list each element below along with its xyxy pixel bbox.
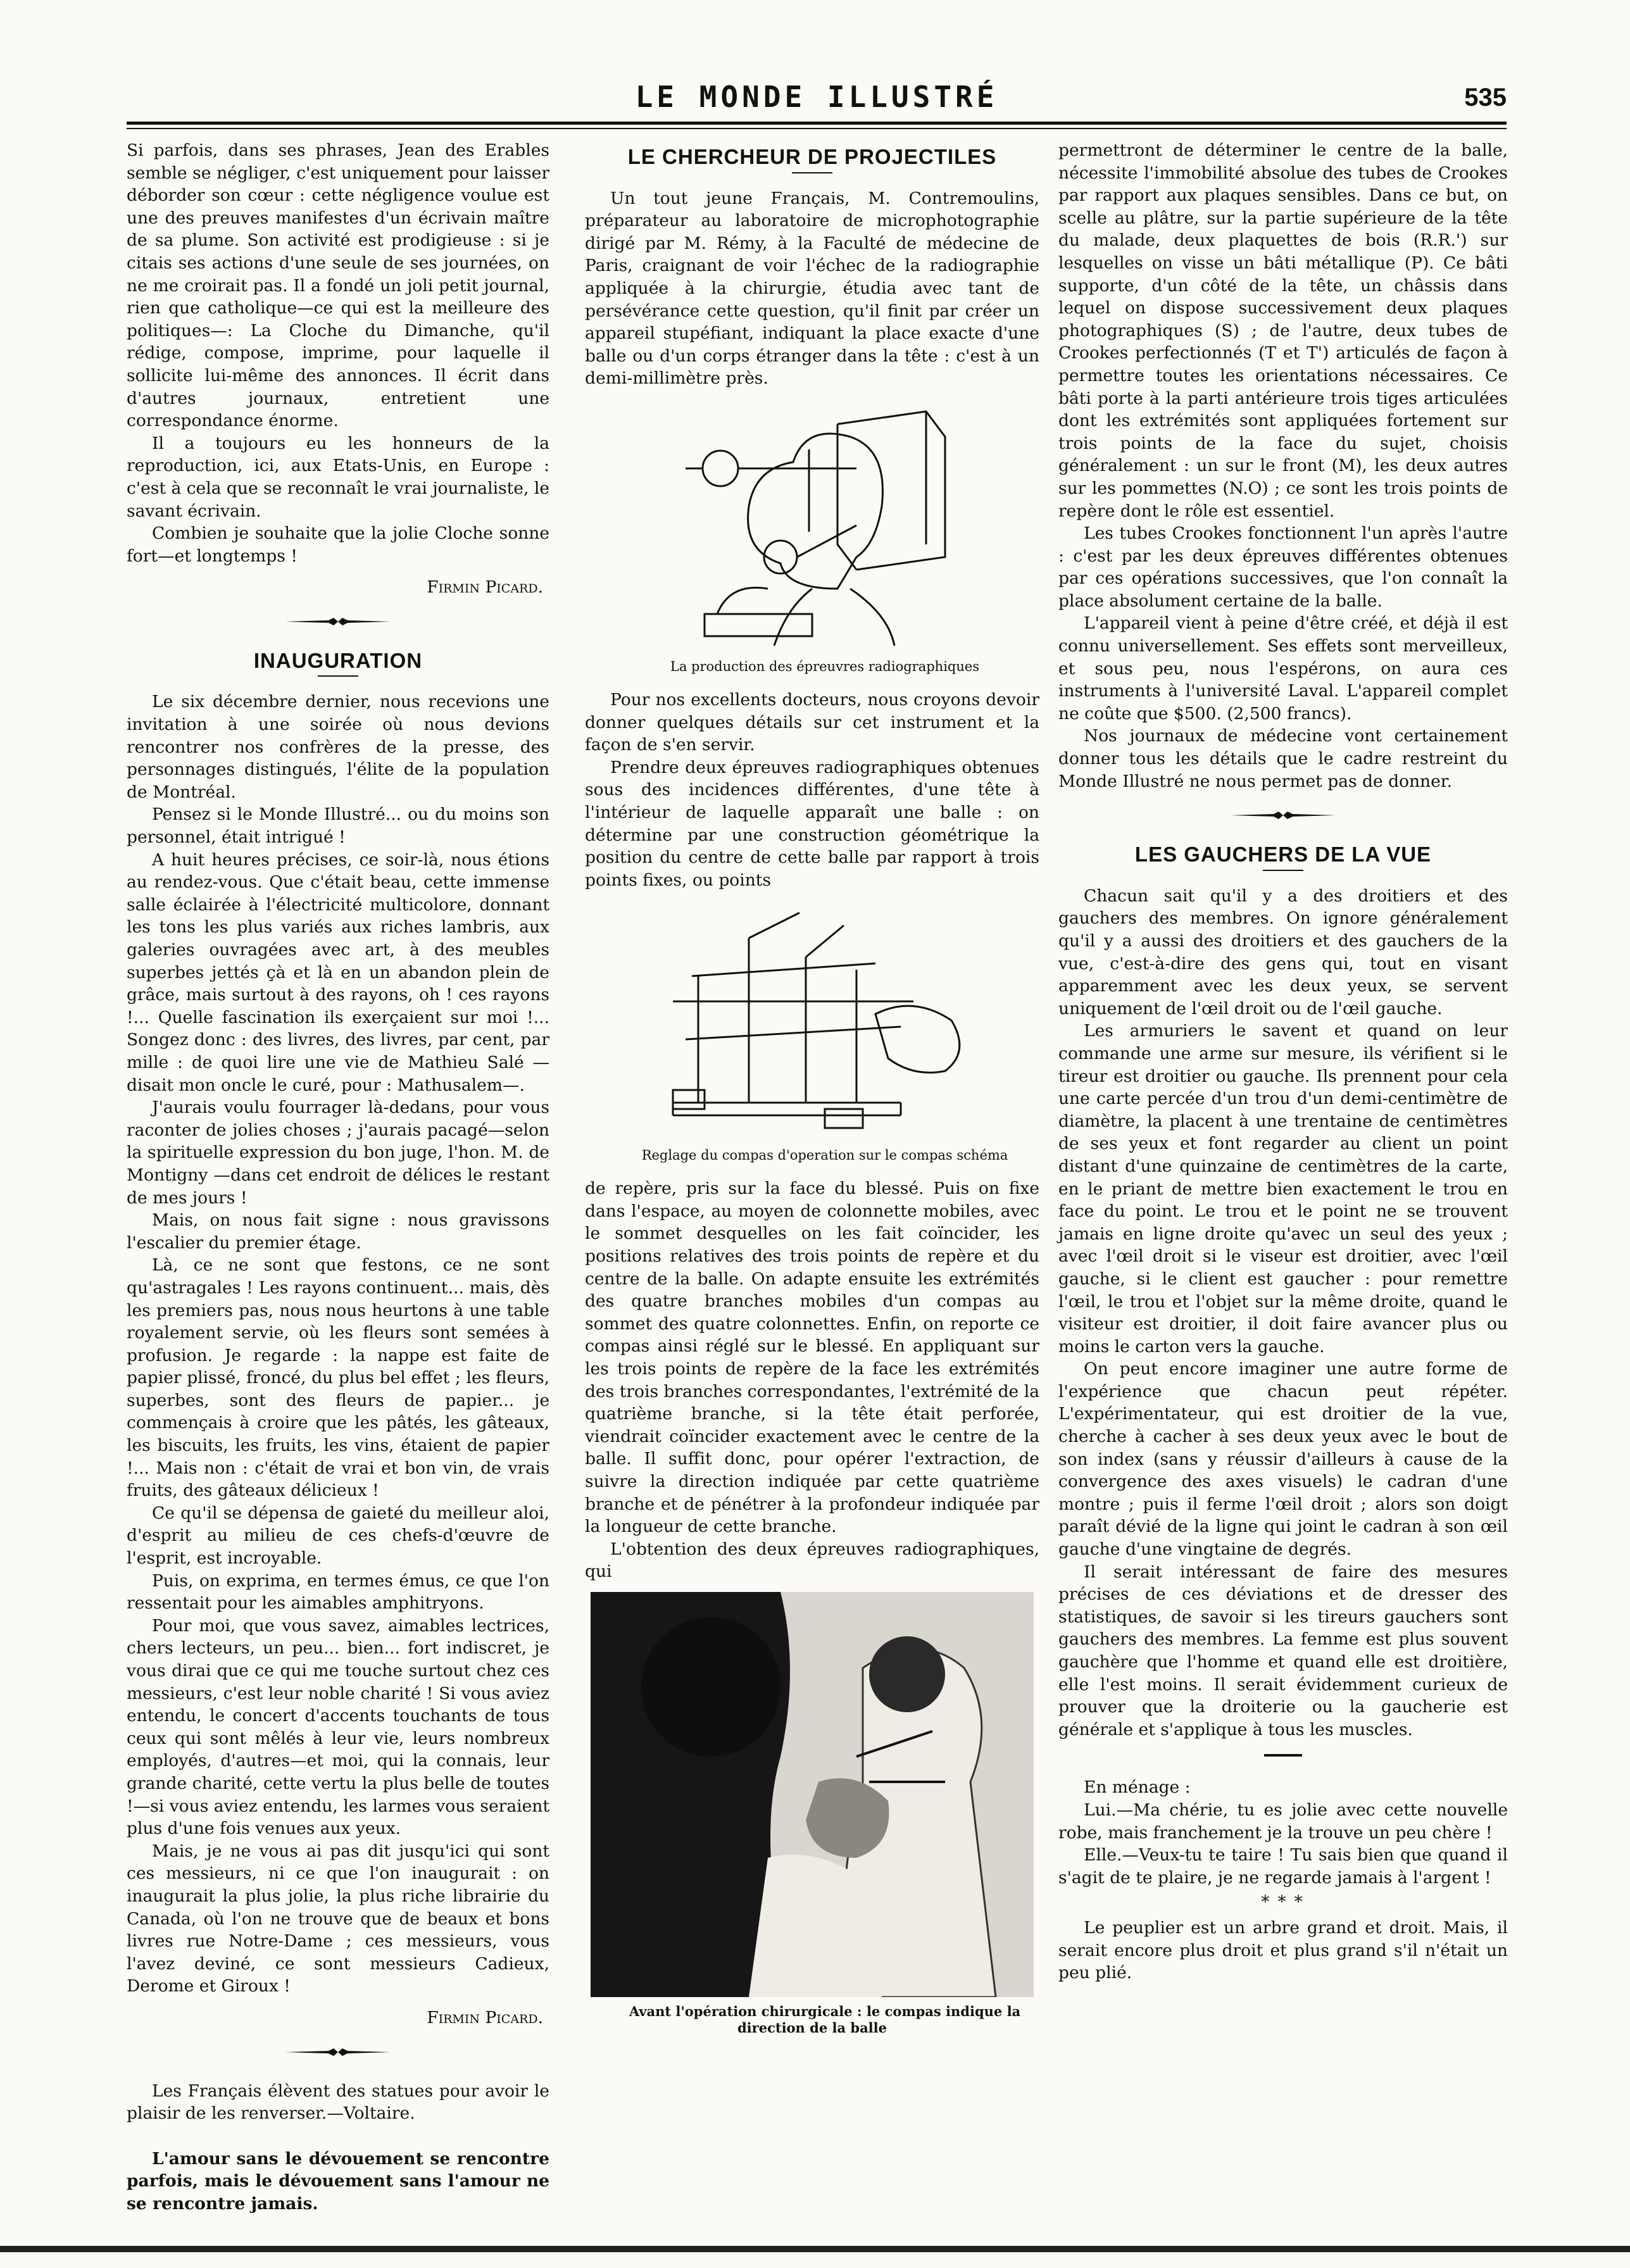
figure-caption: La production des épreuvres radiographiques (670, 658, 980, 674)
figure-caption: Avant l'opération chirurgicale : le compas indique la direction de la balle (629, 2003, 1021, 2036)
paragraph: Mais, je ne vous ai pas dit jusqu'ici qui sont ces messieurs, ni ce que l'on inaugurait : on inaugurait la plus jolie, la plus riche librairie du Canada, où l'on ne trouve que de beaux et bons livres rue Notre-Dame ; ces messieurs, vous l'avez deviné, ce sont messieurs Cadieux, Derome et Giroux ! (127, 1841, 549, 1996)
signature: Firmin Picard. (427, 2007, 543, 2027)
heading-underline (1263, 870, 1303, 871)
column-1 (127, 139, 549, 2215)
article-heading-inauguration: INAUGURATION (253, 648, 423, 672)
page-number: 535 (1464, 84, 1507, 111)
paragraph: Mais, on nous fait signe : nous gravissons l'escalier du premier étage. (127, 1210, 549, 1253)
ornament-divider (127, 615, 549, 628)
short-divider (1058, 1753, 1508, 1757)
signature: Firmin Picard. (427, 577, 543, 598)
paragraph: Le peuplier est un arbre grand et droit. Mais, il serait encore plus droit et plus grand s'il n'était un peu plié. (1058, 1917, 1508, 1983)
paragraph: Là, ce ne sont que festons, ce ne sont qu'astragales ! Les rayons continuent... mais, dès les premiers pas, nous nous heurtons à une table royalement servie, où les fleurs sont semées à profusion. Je regarde : la nappe est faite de papier plissé, froncé, du plus bel effet ; les fleurs, superbes, sont des fleurs de papier... je commençais à croire que les pâtés, les gâteaux, les biscuits, les fruits, les vins, étaient de papier !... Mais non : c'était de vrai et bon vin, de vrais fruits, des gâteaux délicieux ! (127, 1255, 549, 1501)
paragraph: Combien je souhaite que la jolie Cloche sonne fort—et longtemps ! (127, 523, 549, 566)
column-3 (1058, 139, 1508, 1984)
paragraph: Si parfois, dans ses phrases, Jean des Erables semble se négliger, c'est uniquement pour laisser déborder son cœur : cette négligence voulue est une des preuves manifestes d'un écrivain maître de sa plume. Son activité est prodigieuse : si je citais ses actions d'une seule de ses journées, on ne me croirait pas. Il a fondé un joli petit journal, rien que catholique—ce qui est la meilleure des politiques—: La Cloche du Dimanche, qu'il rédige, compose, imprime, pour laquelle il sollicite lui-même des annonces. Il écrit dans d'autres journaux, entretient une correspondance énorme. (127, 141, 549, 431)
paragraph: Prendre deux épreuves radiographiques obtenues sous des incidences différentes, d'une tête à l'intérieur de laquelle apparaît une balle : on détermine par une construction géométrique la position du centre de cette balle par rapport à trois points fixes, ou points (585, 757, 1039, 890)
paragraph: Un tout jeune Français, M. Contremoulins, préparateur au laboratoire de microphotographie dirigé par M. Rémy, à la Faculté de médecine de Paris, craignant de voir l'échec de la radiographie appliquée à la chirurgie, étudia avec tant de persévérance cette question, qu'il finit par créer un appareil stupéfiant, indiquant la place exacte d'une balle ou d'un corps étranger dans la tête : c'est à un demi-millimètre près. (585, 188, 1039, 389)
column-2 (585, 139, 1039, 2036)
ornament-divider (1058, 809, 1508, 822)
heading-underline (792, 172, 832, 173)
quote-devouement: L'amour sans le dévouement se rencontre parfois, mais le dévouement sans l'amour ne se rencontre jamais. (127, 2148, 549, 2214)
paragraph: de repère, pris sur la face du blessé. Puis on fixe dans l'espace, au moyen de colonnette mobiles, avec le sommet desquelles on les fait coïncider, les positions relatives des trois points de repère et du centre de la balle. On adapte ensuite les extrémités des quatre branches mobiles d'un compas au sommet des quatre colonnettes. Enfin, on reporte ce compas ainsi réglé sur le blessé. En appliquant sur les trois points de repère de la face les extrémités des trois branches correspondantes, l'extrémité de la quatrième branche, si la tête était perforée, viendrait coïncider exactement avec le centre de la balle. Il suffit donc, pour opérer l'extraction, de suivre la direction indiquée par cette quatrième branche et de pénétrer à la profondeur indiquée par la longueur de cette branche. (585, 1179, 1039, 1537)
heading-underline (318, 675, 358, 677)
article-heading-gauchers: LES GAUCHERS DE LA VUE (1134, 843, 1432, 867)
paragraph: Elle.—Veux-tu te taire ! Tu sais bien que quand il s'agit de te plaire, je ne regarde jamais à l'argent ! (1058, 1845, 1508, 1888)
paragraph: En ménage : (1084, 1777, 1191, 1798)
paragraph: Chacun sait qu'il y a des droitiers et des gauchers des membres. On ignore généralement qu'il y a aussi des droitiers et des gauchers de la vue, c'est-à-dire des gens qui, tout en visant apparemment avec les deux yeux, se servent uniquement de l'œil droit ou de l'œil gauche. (1058, 886, 1508, 1018)
figure-compass-adjustment (635, 900, 989, 1141)
paragraph: Les tubes Crookes fonctionnent l'un après l'autre : c'est par les deux épreuves différentes obtenues par ces opérations successives, que l'on connaît la place absolument certaine de la balle. (1058, 523, 1508, 611)
paragraph: A huit heures précises, ce soir-là, nous étions au rendez-vous. Que c'était beau, cette immense salle éclairée à l'électricité multicolore, donnant les tons les plus variés aux riches lambris, aux galeries ouvragées avec art, à des meubles superbes jettés çà et là en un abandon plein de grâce, mais surtout à des rayons, oh ! ces rayons !... Quelle fascination ils exerçaient sur moi !... Songez donc : des livres, des livres, par cent, par mille : de quoi lire une vie de Mathieu Salé —disait mon oncle le curé, pour : Mathusalem—. (127, 849, 549, 1095)
paragraph: Pour nos excellents docteurs, nous croyons devoir donner quelques détails sur cet instrument et la façon de s'en servir. (585, 689, 1039, 755)
paragraph: J'aurais voulu fourrager là-dedans, pour vous raconter de jolies choses ; j'aurais pacagé—selon la spirituelle expression du bon juge, l'hon. M. de Montigny —dans cet endroit de délices le restant de mes jours ! (127, 1098, 549, 1208)
ornament-divider (127, 2046, 549, 2058)
paragraph: permettront de déterminer le centre de la balle, nécessite l'immobilité absolue des tubes de Crookes par rapport aux plaques sensibles. Dans ce but, on scelle au plâtre, sur la partie supérieure de la tête du malade, deux plaquettes de bois (R.R.') sur lesquelles on visse un bâti métallique (P). Ce bâti supporte, d'un côté de la tête, un châssis dans lequel on dispose successivement deux plaques photographiques (S) ; de l'autre, deux tubes de Crookes perfectionnés (T et T') articulés de façon à permettre toutes les orientations nécessaires. Ce bâti porte à la parti antérieure trois tiges articulées dont les extrémités sont appliquées fortement sur trois points de la face du sujet, choisis généralement : un sur le front (M), les deux autres sur les pommettes (N.O) ; ce sont les trois points de repère dont le rôle est essentiel. (1058, 141, 1508, 521)
header-rule-thin (127, 128, 1507, 129)
paragraph: Pensez si le Monde Illustré... ou du moins son personnel, était intrigué ! (127, 805, 549, 848)
paragraph: L'appareil vient à peine d'être créé, et déjà il est connu universellement. Ses effets sont merveilleux, et sous peu, nous l'espérons, on aura ces instruments à l'université Laval. L'appareil complet ne coûte que $500. (2,500 francs). (1058, 613, 1508, 724)
paragraph: Puis, on exprima, en termes émus, ce que l'on ressentait pour les aimables amphitryons. (127, 1570, 549, 1613)
paragraph: On peut encore imaginer une autre forme de l'expérience que chacun peut répéter. L'expérimentateur, qui est droitier de la vue, cherche à cacher à ses deux yeux avec le bout de son index (sans y réussir d'ailleurs à cause de la convergence des axes visuels) le cadran d'une montre ; puis il ferme l'œil droit ; alors son doigt paraît dévié de la ligne qui joint le cadran à son œil gauche d'une vingtaine de degrés. (1058, 1359, 1508, 1560)
asterism: * * * (1261, 1893, 1305, 1912)
paragraph: Ce qu'il se dépensa de gaieté du meilleur aloi, d'esprit au milieu de ces chefs-d'œuvre de l'esprit, est incroyable. (127, 1503, 549, 1569)
article-heading-chercheur: LE CHERCHEUR DE PROJECTILES (627, 145, 997, 168)
publication-title: LE MONDE ILLUSTRÉ (635, 80, 998, 114)
paragraph: Pour moi, que vous savez, aimables lectrices, chers lecteurs, un peu... bien... fort indiscret, je vous dirai que ce qui me touche surtout chez ces messieurs, c'est leur noble charité ! Si vous aviez entendu, le concert d'accents touchants de tous ceux qui sont mêlés à leur vie, leurs nombreux employés, d'autres—et moi, qui la connais, leur grande charité, cette vertu la plus belle de toutes !—si vous aviez entendu, les larmes vous seraient plus d'une fois venues aux yeux. (127, 1615, 549, 1839)
figure-radiography-apparatus (648, 399, 977, 652)
header-rule-thick (127, 122, 1507, 125)
paragraph: Le six décembre dernier, nous recevions une invitation à une soirée où nous devions rencontrer nos confrères de la presse, des personnages distingués, l'élite de la population de Montréal. (127, 692, 549, 802)
quote-voltaire: Les Français élèvent des statues pour avoir le plaisir de les renverser.—Voltaire. (127, 2081, 549, 2124)
paragraph: Il a toujours eu les honneurs de la reproduction, ici, aux Etats-Unis, en Europe : c'est à cela que se reconnaît le vrai journaliste, le savant écrivain. (127, 433, 549, 521)
paragraph: Nos journaux de médecine vont certainement donner tous les détails que le cadre restreint du Monde Illustré ne nous permet pas de donner. (1058, 726, 1508, 791)
figure-caption: Reglage du compas d'operation sur le compas schéma (641, 1148, 1008, 1163)
paragraph: Lui.—Ma chérie, tu es jolie avec cette nouvelle robe, mais franchement je la trouve un peu chère ! (1058, 1800, 1508, 1843)
figure-surgery-photo (591, 1592, 1034, 1997)
paragraph: Il serait intéressant de faire des mesures précises de ces déviations et de dresser des statistiques, de savoir si les tireurs gauchers sont gauchers des membres. La femme est plus souvent gauchère que l'homme et quand elle est droitière, elle l'est moins. Il serait évidemment curieux de prouver que la droiterie ou la gaucherie est générale et s'applique à tous les muscles. (1058, 1562, 1508, 1739)
masthead (127, 75, 1507, 135)
paragraph: L'obtention des deux épreuves radiographiques, qui (585, 1539, 1039, 1582)
bottom-edge-rule (0, 2246, 1630, 2252)
paragraph: Les armuriers le savent et quand on leur commande une arme sur mesure, ils vérifient si le tireur est droitier ou gauche. Ils prennent pour cela une carte percée d'un trou d'un demi-centimètre de diamètre, la placent à une trentaine de centimètres de ses yeux et font regarder au client un point distant d'une quinzaine de centimètres de la carte, en le priant de mettre bien exactement le trou en face du point. Le trou et le point ne se trouvent jamais en ligne droite qu'avec un seul des yeux ; avec l'œil droit si le viseur est droitier, avec l'œil gauche, si le client est gaucher : pour remettre l'œil, le trou et l'objet sur la même droite, quand le visiteur est droitier, il doit faire avancer plus ou moins le carton vers la gauche. (1058, 1021, 1508, 1356)
